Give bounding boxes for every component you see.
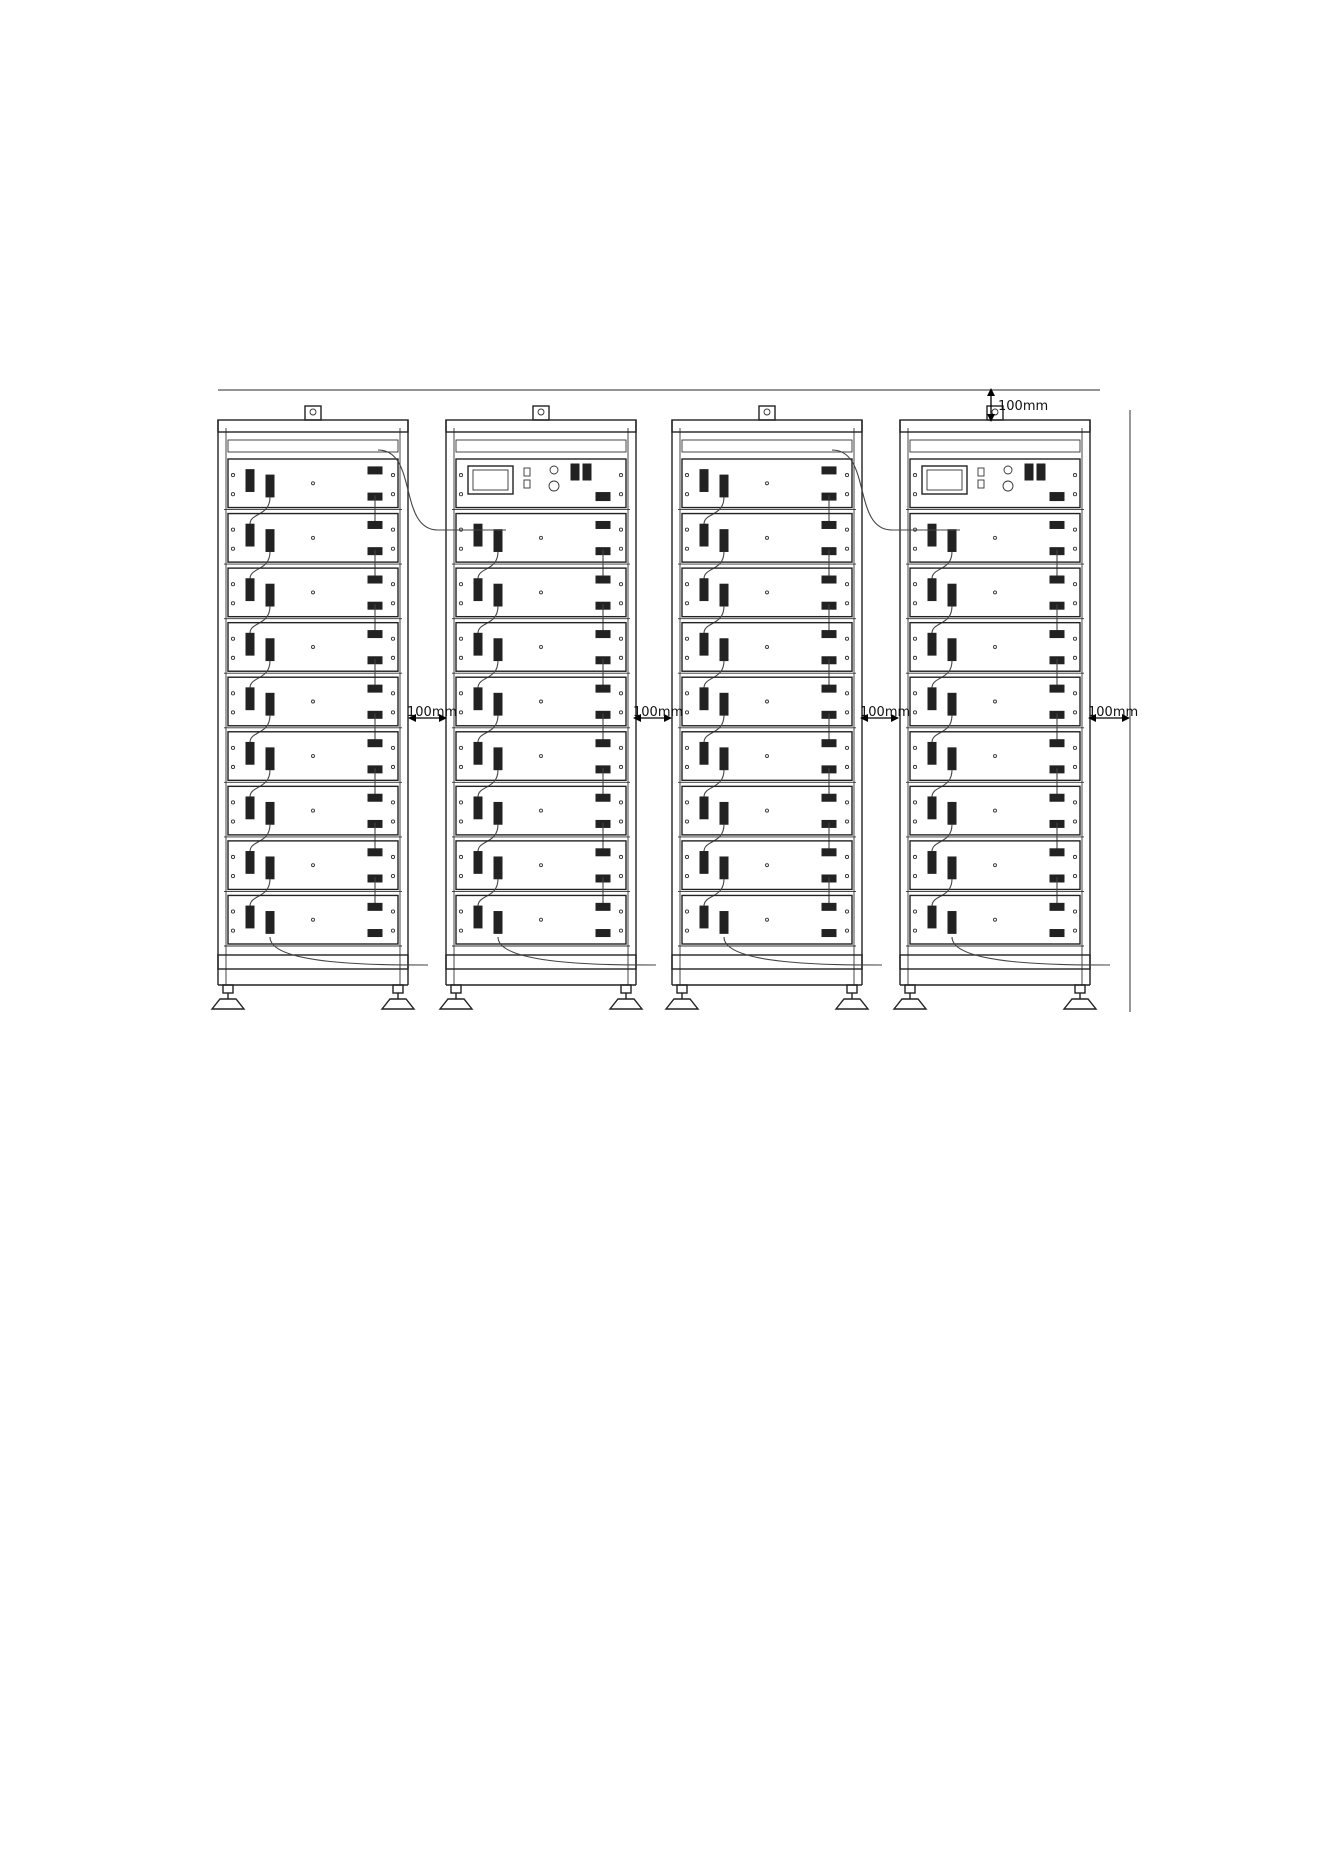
rack-link-cable <box>498 937 656 965</box>
module-link-cable <box>704 879 724 906</box>
connector-negative-icon <box>246 579 254 601</box>
rack-link-cable <box>952 937 1110 965</box>
connector-negative-icon <box>700 633 708 655</box>
battery-module <box>906 623 1084 688</box>
connector-negative-icon <box>700 906 708 928</box>
comm-port-icon <box>368 903 382 910</box>
button-icon <box>1003 481 1013 491</box>
connector-negative-icon <box>246 742 254 764</box>
gap-dimension-3 <box>860 705 910 722</box>
comm-port-icon <box>822 576 836 583</box>
comm-port-icon <box>822 740 836 747</box>
connector-positive-icon <box>720 584 728 606</box>
comm-port-icon <box>596 849 610 856</box>
rack-base-rail <box>900 955 1090 969</box>
rack-3 <box>666 406 882 1009</box>
comm-port-icon <box>368 521 382 528</box>
module-link-cable <box>932 770 952 797</box>
module-link-cable <box>478 551 498 578</box>
connector-positive-icon <box>720 748 728 770</box>
connector-positive-icon <box>948 857 956 879</box>
module-link-cable <box>704 661 724 688</box>
connector-negative-icon <box>474 852 482 874</box>
rack-bracket <box>456 440 626 452</box>
connector-positive-icon <box>720 802 728 824</box>
comm-port-icon <box>596 794 610 801</box>
comm-port-icon <box>822 930 836 937</box>
module-link-cable <box>704 606 724 633</box>
connector-negative-icon <box>246 633 254 655</box>
gap-dimension-2 <box>633 705 683 722</box>
connector-positive-icon <box>720 530 728 552</box>
port-icon <box>596 493 610 501</box>
connector-positive-icon <box>494 530 502 552</box>
rack-1 <box>212 406 428 1009</box>
connector-positive-icon <box>494 748 502 770</box>
lifting-eye <box>759 406 775 420</box>
comm-port-icon <box>368 467 382 474</box>
battery-module <box>678 459 856 524</box>
battery-module <box>678 732 856 797</box>
connector-negative-icon <box>474 524 482 546</box>
module-link-cable <box>704 551 724 578</box>
comm-port-icon <box>1050 903 1064 910</box>
module-link-cable <box>478 824 498 851</box>
battery-module <box>224 786 402 851</box>
battery-module <box>678 568 856 633</box>
comm-port-icon <box>1050 685 1064 692</box>
connector-positive-icon <box>266 802 274 824</box>
connector-positive-icon <box>266 639 274 661</box>
button-icon <box>1004 466 1012 474</box>
battery-module <box>906 677 1084 742</box>
battery-module <box>452 514 630 579</box>
module-link-cable <box>250 606 270 633</box>
rack-base-rail <box>218 955 408 969</box>
module-link-cable <box>250 824 270 851</box>
connector-positive-icon <box>266 475 274 497</box>
connector-positive-icon <box>948 693 956 715</box>
connector-positive-icon <box>948 802 956 824</box>
connector-negative-icon <box>700 852 708 874</box>
battery-module <box>224 841 402 906</box>
rack-top-rail <box>446 420 636 432</box>
connector-positive-icon <box>720 693 728 715</box>
connector-positive-icon <box>720 857 728 879</box>
connector-positive-icon <box>720 475 728 497</box>
battery-module <box>906 841 1084 906</box>
leveling-foot <box>1064 985 1096 1009</box>
top-clearance-label: 100mm <box>998 399 1049 414</box>
connector-negative-icon <box>700 579 708 601</box>
button-icon <box>549 481 559 491</box>
connector-positive-icon <box>494 639 502 661</box>
connector-positive-icon <box>720 639 728 661</box>
lifting-eye <box>305 406 321 420</box>
comm-port-icon <box>822 521 836 528</box>
rack-bracket <box>228 440 398 452</box>
battery-module <box>678 786 856 851</box>
comm-port-icon <box>596 576 610 583</box>
comm-port-icon <box>822 631 836 638</box>
connector-negative-icon <box>928 906 936 928</box>
connector-negative-icon <box>928 633 936 655</box>
switch-icon <box>978 468 984 476</box>
lifting-eye <box>533 406 549 420</box>
comm-port-icon <box>1050 849 1064 856</box>
battery-module <box>678 514 856 579</box>
connector-negative-icon <box>246 852 254 874</box>
connector-negative-icon <box>928 579 936 601</box>
battery-module <box>678 623 856 688</box>
comm-port-icon <box>368 576 382 583</box>
connector-negative-icon <box>246 524 254 546</box>
connector-negative-icon <box>700 524 708 546</box>
connector-positive-icon <box>948 639 956 661</box>
connector-positive-icon <box>948 748 956 770</box>
connector-positive-icon <box>266 693 274 715</box>
comm-port-icon <box>1050 521 1064 528</box>
module-link-cable <box>250 879 270 906</box>
battery-module <box>678 677 856 742</box>
connector-negative-icon <box>928 797 936 819</box>
connector-icon <box>583 464 591 480</box>
comm-port-icon <box>1050 740 1064 747</box>
connector-negative-icon <box>928 852 936 874</box>
gap-label-1: 100mm <box>407 705 458 720</box>
rack-top-rail <box>218 420 408 432</box>
switch-icon <box>978 480 984 488</box>
battery-module <box>224 677 402 742</box>
connector-positive-icon <box>720 912 728 934</box>
comm-port-icon <box>368 631 382 638</box>
module-link-cable <box>932 606 952 633</box>
rack-link-cable <box>724 937 882 965</box>
gap-label-2: 100mm <box>633 705 684 720</box>
gap-label-4: 100mm <box>1088 705 1139 720</box>
rack-bracket <box>682 440 852 452</box>
connector-positive-icon <box>266 584 274 606</box>
connector-negative-icon <box>700 470 708 492</box>
connector-icon <box>1025 464 1033 480</box>
module-link-cable <box>478 606 498 633</box>
connector-positive-icon <box>266 912 274 934</box>
module-link-cable <box>478 715 498 742</box>
connector-positive-icon <box>266 857 274 879</box>
battery-module <box>452 732 630 797</box>
rack-2 <box>440 406 656 1009</box>
module-link-cable <box>478 661 498 688</box>
leveling-foot <box>666 985 698 1009</box>
connector-negative-icon <box>474 688 482 710</box>
connector-positive-icon <box>494 912 502 934</box>
connector-negative-icon <box>928 524 936 546</box>
battery-module <box>224 459 402 524</box>
button-icon <box>550 466 558 474</box>
comm-port-icon <box>596 903 610 910</box>
module-link-cable <box>250 551 270 578</box>
module-link-cable <box>250 661 270 688</box>
comm-port-icon <box>596 930 610 937</box>
rack-base-rail <box>446 955 636 969</box>
connector-positive-icon <box>948 530 956 552</box>
leveling-foot <box>610 985 642 1009</box>
connector-positive-icon <box>494 802 502 824</box>
connector-negative-icon <box>700 688 708 710</box>
module-link-cable <box>932 551 952 578</box>
leveling-foot <box>894 985 926 1009</box>
module-link-cable <box>704 770 724 797</box>
connector-positive-icon <box>948 912 956 934</box>
connector-negative-icon <box>246 688 254 710</box>
connector-negative-icon <box>246 906 254 928</box>
comm-port-icon <box>1050 631 1064 638</box>
comm-port-icon <box>822 467 836 474</box>
module-link-cable <box>704 497 724 524</box>
module-link-cable <box>478 770 498 797</box>
battery-module <box>224 514 402 579</box>
battery-module <box>906 732 1084 797</box>
battery-module <box>678 841 856 906</box>
control-box <box>906 459 1084 510</box>
connector-negative-icon <box>474 579 482 601</box>
rack-top-rail <box>672 420 862 432</box>
connector-negative-icon <box>928 688 936 710</box>
connector-negative-icon <box>246 797 254 819</box>
module-link-cable <box>932 879 952 906</box>
battery-module <box>452 677 630 742</box>
switch-icon <box>524 468 530 476</box>
connector-negative-icon <box>928 742 936 764</box>
module-link-cable <box>250 770 270 797</box>
battery-module <box>224 568 402 633</box>
connector-negative-icon <box>474 633 482 655</box>
battery-module <box>224 623 402 688</box>
port-icon <box>1050 493 1064 501</box>
module-link-cable <box>932 715 952 742</box>
rack-base-rail <box>672 955 862 969</box>
connector-negative-icon <box>474 797 482 819</box>
control-box <box>452 459 630 510</box>
connector-negative-icon <box>474 742 482 764</box>
switch-icon <box>524 480 530 488</box>
battery-module <box>906 514 1084 579</box>
connector-positive-icon <box>494 693 502 715</box>
comm-port-icon <box>368 740 382 747</box>
comm-port-icon <box>596 685 610 692</box>
comm-port-icon <box>1050 576 1064 583</box>
module-link-cable <box>932 824 952 851</box>
top-clearance-dimension <box>987 388 1048 422</box>
connector-positive-icon <box>266 530 274 552</box>
connector-positive-icon <box>266 748 274 770</box>
leveling-foot <box>382 985 414 1009</box>
connector-negative-icon <box>474 906 482 928</box>
comm-port-icon <box>596 521 610 528</box>
connector-icon <box>571 464 579 480</box>
comm-port-icon <box>1050 930 1064 937</box>
module-link-cable <box>704 715 724 742</box>
rack-link-cable <box>270 937 428 965</box>
connector-negative-icon <box>246 470 254 492</box>
comm-port-icon <box>368 930 382 937</box>
connector-icon <box>1037 464 1045 480</box>
connector-positive-icon <box>494 584 502 606</box>
battery-module <box>452 623 630 688</box>
gap-label-3: 100mm <box>860 705 911 720</box>
comm-port-icon <box>368 685 382 692</box>
comm-port-icon <box>1050 794 1064 801</box>
module-link-cable <box>932 661 952 688</box>
module-link-cable <box>704 824 724 851</box>
comm-port-icon <box>596 631 610 638</box>
connector-positive-icon <box>494 857 502 879</box>
battery-module <box>224 732 402 797</box>
comm-port-icon <box>822 685 836 692</box>
rack-bracket <box>910 440 1080 452</box>
rack-4 <box>894 406 1110 1009</box>
leveling-foot <box>212 985 244 1009</box>
module-link-cable <box>478 879 498 906</box>
comm-port-icon <box>822 903 836 910</box>
comm-port-icon <box>822 849 836 856</box>
comm-port-icon <box>368 849 382 856</box>
rack-top-rail <box>900 420 1090 432</box>
connector-positive-icon <box>948 584 956 606</box>
gap-dimension-1 <box>407 705 457 722</box>
gap-dimension-4 <box>1088 705 1138 722</box>
connector-negative-icon <box>700 797 708 819</box>
comm-port-icon <box>822 794 836 801</box>
battery-module <box>452 786 630 851</box>
comm-port-icon <box>596 740 610 747</box>
connector-negative-icon <box>700 742 708 764</box>
battery-module <box>906 568 1084 633</box>
battery-module <box>452 841 630 906</box>
battery-module <box>452 568 630 633</box>
leveling-foot <box>836 985 868 1009</box>
comm-port-icon <box>368 794 382 801</box>
module-link-cable <box>250 497 270 524</box>
module-link-cable <box>250 715 270 742</box>
leveling-foot <box>440 985 472 1009</box>
battery-module <box>906 786 1084 851</box>
